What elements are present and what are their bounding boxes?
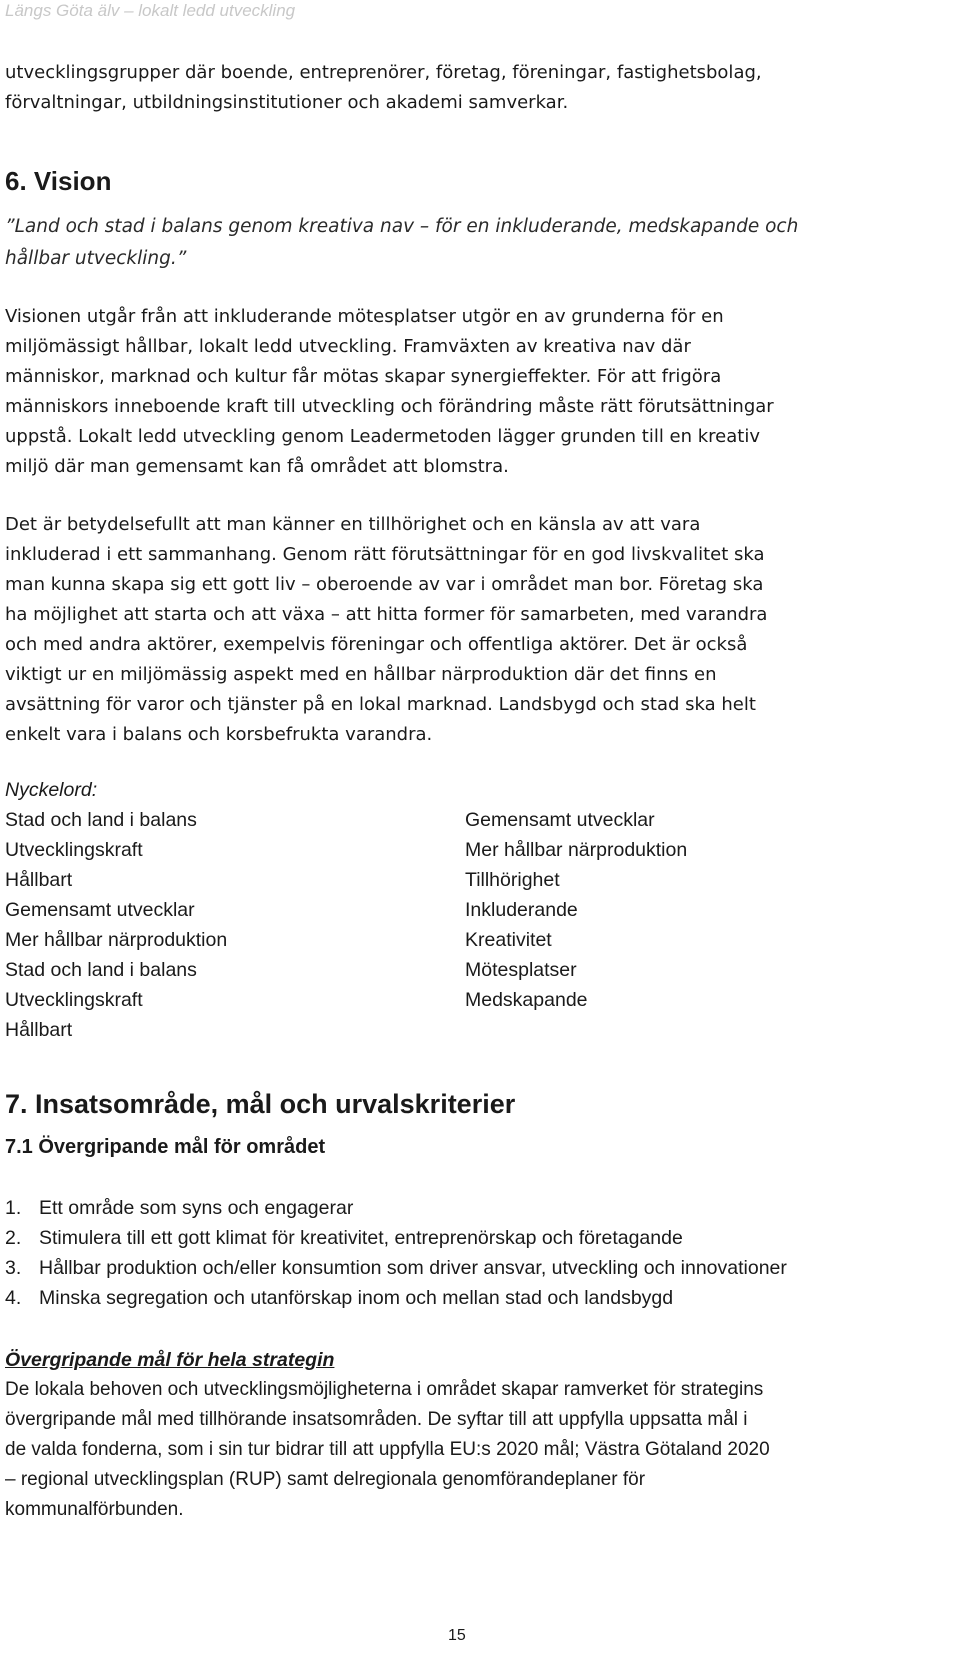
vision-paragraph-2 (5, 510, 950, 750)
list-number: 2. (5, 1227, 22, 1249)
keyword: Mer hållbar närproduktion (465, 839, 688, 861)
strategy-block (5, 1345, 950, 1525)
keywords-right-column (465, 805, 925, 1045)
vision-paragraph-1 (5, 302, 950, 482)
text-line: människor, marknad och kultur får mötas skapar synergieffekter. För att frigöra (5, 366, 722, 387)
list-number: 1. (5, 1197, 22, 1219)
text-line: Visionen utgår från att inkluderande mötesplatser utgör en av grunderna för en (5, 306, 724, 327)
running-header: Längs Göta älv – lokalt ledd utveckling (5, 1, 296, 20)
keyword: Hållbart (5, 1019, 73, 1041)
text-line: miljömässigt hållbar, lokalt ledd utveckling. Framväxten av kreativa nav där (5, 336, 691, 357)
list-item (5, 1193, 950, 1223)
text-line: förvaltningar, utbildningsinstitutioner och akademi samverkar. (5, 92, 569, 113)
text-line: människors inneboende kraft till utveckling och förändring måste rätt förutsättningar (5, 396, 774, 417)
keyword: Medskapande (465, 989, 588, 1011)
text-line: kommunalförbunden. (5, 1499, 184, 1520)
keyword: Stad och land i balans (5, 959, 197, 981)
page-number: 15 (448, 1627, 466, 1644)
goals-list (5, 1193, 950, 1313)
vision-heading-block (5, 166, 950, 197)
list-text: Hållbar produktion och/eller konsumtion som driver ansvar, utveckling och innovationer (39, 1257, 787, 1279)
text-line: avsättning för varor och tjänster på en lokal marknad. Landsbygd och stad ska helt (5, 694, 756, 715)
keyword: Utvecklingskraft (5, 839, 143, 861)
keyword: Utvecklingskraft (5, 989, 143, 1011)
list-text: Ett område som syns och engagerar (39, 1197, 354, 1219)
vision-heading: 6. Vision (5, 166, 112, 196)
subsection-heading: 7.1 Övergripande mål för området (5, 1136, 326, 1158)
keyword: Kreativitet (465, 929, 552, 951)
section7-heading-block (5, 1089, 950, 1120)
text-line: viktigt ur en miljömässig aspekt med en hållbar närproduktion där det finns en (5, 664, 717, 685)
keyword: Hållbart (5, 869, 73, 891)
keyword: Mer hållbar närproduktion (5, 929, 228, 951)
text-line: miljö där man gemensamt kan få området att blomstra. (5, 456, 509, 477)
keywords-label: Nyckelord: (5, 779, 98, 801)
list-item (5, 1283, 950, 1313)
text-line: de valda fonderna, som i sin tur bidrar till att uppfylla EU:s 2020 mål; Västra Götaland 2020 (5, 1439, 770, 1460)
goals-list-block (5, 1193, 950, 1313)
list-number: 4. (5, 1287, 22, 1309)
keywords-columns (5, 805, 950, 1045)
text-line: inkluderad i ett sammanhang. Genom rätt förutsättningar för en god livskvalitet ska (5, 544, 765, 565)
keyword: Tillhörighet (465, 869, 560, 891)
list-number: 3. (5, 1257, 22, 1279)
keywords-left-column (5, 805, 465, 1045)
text-line: övergripande mål med tillhörande insatsområden. De syftar till att uppfylla uppsatta mål i (5, 1409, 748, 1430)
text-line: ha möjlighet att starta och att växa – att hitta former för samarbeten, med varandra (5, 604, 768, 625)
quote-line: ”Land och stad i balans genom kreativa nav – för en inkluderande, medskapande och (5, 216, 799, 237)
text-line: enkelt vara i balans och korsbefrukta varandra. (5, 724, 433, 745)
list-text: Stimulera till ett gott klimat för kreativitet, entreprenörskap och företagande (39, 1227, 683, 1249)
keyword: Gemensamt utvecklar (465, 809, 655, 831)
quote-line: hållbar utveckling.” (5, 248, 187, 269)
text-line: Det är betydelsefullt att man känner en tillhörighet och en känsla av att vara (5, 514, 701, 535)
text-line: utvecklingsgrupper där boende, entreprenörer, företag, föreningar, fastighetsbolag, (5, 62, 762, 83)
strategy-heading: Övergripande mål för hela strategin (5, 1349, 335, 1371)
text-line: och med andra aktörer, exempelvis föreningar och offentliga aktörer. Det är också (5, 634, 748, 655)
section-heading: 7. Insatsområde, mål och urvalskriterier (5, 1089, 516, 1119)
keyword: Inkluderande (465, 899, 578, 921)
text-line: De lokala behoven och utvecklingsmöjligheterna i området skapar ramverket för strategins (5, 1379, 764, 1400)
keyword: Gemensamt utvecklar (5, 899, 195, 921)
list-item (5, 1223, 950, 1253)
text-line: man kunna skapa sig ett gott liv – oberoende av var i området man bor. Företag ska (5, 574, 764, 595)
text-line: uppstå. Lokalt ledd utveckling genom Leadermetoden lägger grunden till en kreativ (5, 426, 760, 447)
keyword: Mötesplatser (465, 959, 577, 981)
text-line: – regional utvecklingsplan (RUP) samt delregionala genomförandeplaner för (5, 1469, 646, 1490)
list-item (5, 1253, 950, 1283)
keyword: Stad och land i balans (5, 809, 197, 831)
intro-paragraph (5, 58, 950, 118)
keywords-block (5, 775, 950, 1045)
section71-heading-block (5, 1136, 950, 1159)
list-text: Minska segregation och utanförskap inom och mellan stad och landsbygd (39, 1287, 674, 1309)
vision-quote (5, 211, 950, 275)
